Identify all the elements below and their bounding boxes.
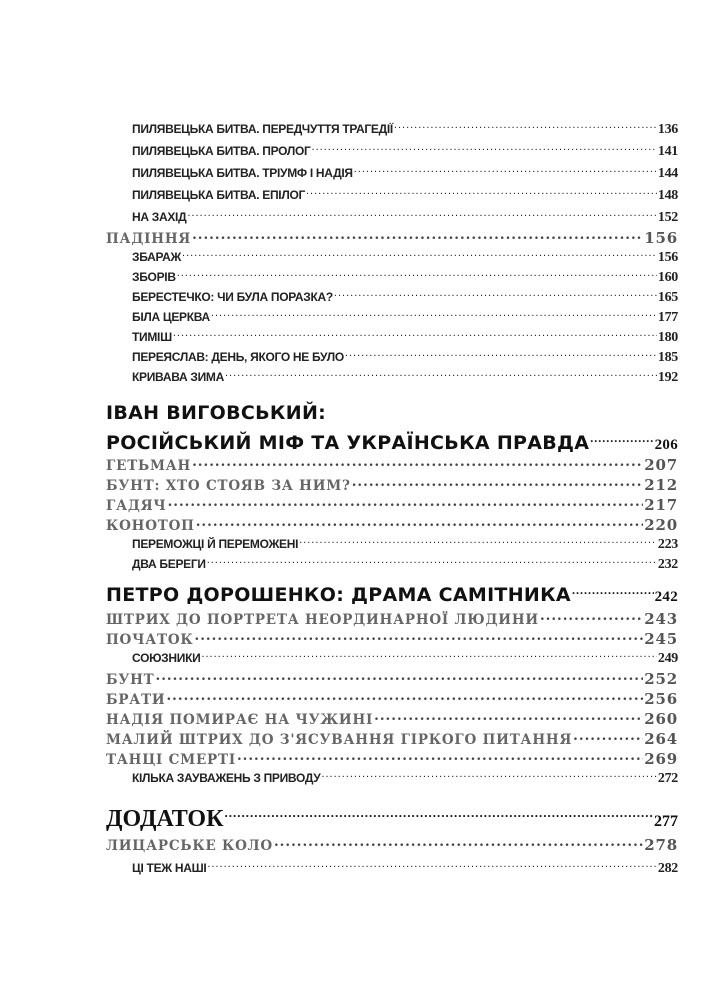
toc-entry-title: ПЕРЕЯСЛАВ: ДЕНЬ, ЯКОГО НЕ БУЛО [132, 350, 344, 364]
dot-leader [156, 670, 644, 684]
toc-entry[interactable] [106, 690, 678, 706]
toc-entry-page: 252 [644, 669, 678, 688]
dot-leader [540, 610, 643, 624]
toc-entry-title: КОНОТОП [106, 517, 195, 534]
toc-entry-page: 141 [657, 144, 678, 159]
dot-leader [207, 860, 657, 872]
toc-entry-title: БРАТИ [106, 691, 166, 708]
toc-entry[interactable] [132, 269, 678, 285]
toc-entry-page: 272 [657, 771, 678, 786]
toc-entry[interactable] [132, 249, 678, 265]
toc-entry-title: КРИВАВА ЗИМА [132, 370, 224, 384]
toc-entry-page: 192 [657, 370, 678, 385]
toc-entry[interactable] [106, 516, 678, 532]
toc-entry-page: 260 [644, 709, 678, 728]
toc-entry[interactable] [106, 630, 678, 646]
toc-entry[interactable] [106, 476, 678, 492]
toc-entry-page: 136 [657, 122, 678, 137]
toc-entry-page: 207 [644, 455, 678, 474]
dot-leader [182, 249, 657, 261]
toc-entry-title: ТАНЦІ СМЕРТІ [106, 751, 236, 768]
dot-leader [590, 430, 653, 449]
toc-entry[interactable] [132, 329, 678, 345]
dot-leader [224, 802, 653, 826]
dot-leader [352, 476, 644, 490]
toc-entry[interactable] [106, 670, 678, 686]
toc-entry[interactable] [132, 143, 678, 159]
toc-entry[interactable] [132, 209, 678, 225]
toc-entry-title: ДОДАТОК [106, 806, 224, 832]
toc-entry[interactable] [132, 187, 678, 203]
toc-entry-page: 217 [644, 495, 678, 514]
toc-entry-page: 232 [657, 557, 678, 572]
toc-entry-title: ГАДЯЧ [106, 497, 167, 514]
dot-leader [192, 456, 643, 470]
toc-entry-page: 242 [654, 589, 678, 605]
toc-entry-page: 165 [657, 290, 678, 305]
toc-entry-page: 144 [657, 166, 678, 181]
toc-entry[interactable] [132, 165, 678, 181]
toc-entry-page: 282 [657, 861, 678, 876]
toc-entry-title: РОСІЙСЬКИЙ МІФ ТА УКРАЇНСЬКА ПРАВДА [106, 432, 590, 454]
section-heading-line1: ІВАН ВИГОВСЬКИЙ: [106, 402, 327, 424]
dot-leader [207, 556, 657, 568]
toc-entry-title: БІЛА ЦЕРКВА [132, 310, 210, 324]
toc-entry-page: 220 [644, 515, 678, 534]
toc-entry[interactable] [132, 556, 678, 572]
toc-entry[interactable] [132, 770, 678, 786]
toc-entry-page: 206 [654, 437, 678, 453]
dot-leader [573, 730, 643, 744]
toc-entry-page: 223 [657, 537, 678, 552]
toc-entry[interactable] [106, 456, 678, 472]
toc-entry-page: 278 [644, 835, 678, 854]
toc-entry-title: БУНТ: ХТО СТОЯВ ЗА НИМ? [106, 477, 351, 494]
toc-entry[interactable] [106, 430, 678, 452]
toc-entry-page: 249 [657, 651, 678, 666]
toc-entry-page: 185 [657, 350, 678, 365]
toc-entry[interactable] [132, 369, 678, 385]
toc-entry-page: 243 [644, 609, 678, 628]
toc-entry-title: ТИМІШ [132, 330, 172, 344]
toc-entry-page: 160 [657, 270, 678, 285]
dot-leader [225, 369, 657, 381]
toc-entry[interactable] [106, 750, 678, 766]
toc-entry-page: 264 [644, 729, 678, 748]
dot-leader [196, 516, 644, 530]
toc-entry-title: ЗБОРІВ [132, 270, 176, 284]
toc-entry-page: 269 [644, 749, 678, 768]
toc-entry[interactable] [106, 836, 678, 852]
dot-leader [166, 690, 643, 704]
toc-entry-title: ПАДІННЯ [106, 230, 192, 247]
dot-leader [321, 770, 656, 782]
dot-leader [299, 536, 657, 548]
dot-leader [177, 269, 657, 281]
toc-entry-title: СОЮЗНИКИ [132, 651, 201, 665]
toc-entry[interactable] [106, 730, 678, 746]
toc-entry-title: КІЛЬКА ЗАУВАЖЕНЬ З ПРИВОДУ [132, 771, 321, 785]
toc-entry[interactable] [106, 496, 678, 512]
dot-leader [173, 329, 657, 341]
toc-entry[interactable] [132, 860, 678, 876]
toc-entry-title: ЗБАРАЖ [132, 250, 182, 264]
toc-entry[interactable] [132, 650, 678, 666]
toc-entry-title: ЛИЦАРСЬКЕ КОЛО [106, 837, 273, 854]
toc-entry-title: БУНТ [106, 671, 155, 688]
toc-entry-title: БЕРЕСТЕЧКО: ЧИ БУЛА ПОРАЗКА? [132, 290, 333, 304]
toc-entry[interactable] [106, 229, 678, 245]
dot-leader [187, 209, 657, 221]
toc-entry-page: 152 [657, 210, 678, 225]
toc-entry[interactable] [106, 802, 678, 832]
toc-entry-page: 212 [644, 475, 678, 494]
toc-entry-title: МАЛИЙ ШТРИХ ДО З'ЯСУВАННЯ ГІРКОГО ПИТАННЯ [106, 731, 573, 748]
dot-leader [374, 710, 643, 724]
dot-leader [274, 836, 643, 850]
toc-entry[interactable] [132, 536, 678, 552]
dot-leader [201, 650, 656, 662]
toc-entry[interactable] [106, 710, 678, 726]
dot-leader [345, 349, 657, 361]
toc-entry[interactable] [132, 289, 678, 305]
toc-entry-page: 177 [657, 310, 678, 325]
toc-entry-title: ДВА БЕРЕГИ [132, 557, 206, 571]
toc-entry-title: ПЕТРО ДОРОШЕНКО: ДРАМА САМІТНИКА [106, 584, 571, 606]
toc-entry-title: ПИЛЯВЕЦЬКА БИТВА. ЕПІЛОГ [132, 188, 305, 202]
dot-leader [306, 187, 657, 199]
toc-entry-page: 148 [657, 188, 678, 203]
toc-entry-title: ГЕТЬМАН [106, 457, 192, 474]
dot-leader [354, 165, 657, 177]
toc-entry-title: НА ЗАХІД [132, 210, 187, 224]
dot-leader [211, 309, 657, 321]
toc-entry-page: 156 [644, 228, 678, 247]
dot-leader [334, 289, 657, 301]
toc-entry-title: ПИЛЯВЕЦЬКА БИТВА. ТРІУМФ І НАДІЯ [132, 166, 353, 180]
toc-entry-page: 156 [657, 250, 678, 265]
dot-leader [394, 121, 657, 133]
dot-leader [195, 630, 644, 644]
toc-entry[interactable] [132, 349, 678, 365]
toc-entry[interactable] [132, 309, 678, 325]
toc-entry-title: ЦІ ТЕЖ НАШІ [132, 861, 207, 875]
dot-leader [237, 750, 643, 764]
dot-leader [168, 496, 644, 510]
toc-entry-title: ПЕРЕМОЖЦІ Й ПЕРЕМОЖЕНІ [132, 537, 299, 551]
toc-entry-title: ШТРИХ ДО ПОРТРЕТА НЕОРДИНАРНОЇ ЛЮДИНИ [106, 611, 539, 628]
dot-leader [312, 143, 657, 155]
dot-leader [192, 229, 643, 243]
toc-entry-title: ПИЛЯВЕЦЬКА БИТВА. ПЕРЕДЧУТТЯ ТРАГЕДІЇ [132, 122, 393, 136]
toc-entry-page: 245 [644, 629, 678, 648]
toc-entry-page: 277 [654, 813, 678, 830]
toc-entry[interactable] [106, 610, 678, 626]
toc-entry[interactable] [106, 582, 678, 604]
toc-entry-title: НАДІЯ ПОМИРАЄ НА ЧУЖИНІ [106, 711, 374, 728]
toc-entry-page: 256 [644, 689, 678, 708]
dot-leader [572, 582, 654, 601]
toc-entry-title: ПОЧАТОК [106, 631, 194, 648]
toc-entry[interactable] [132, 121, 678, 137]
toc-entry-page: 180 [657, 330, 678, 345]
toc-entry-title: ПИЛЯВЕЦЬКА БИТВА. ПРОЛОГ [132, 144, 311, 158]
